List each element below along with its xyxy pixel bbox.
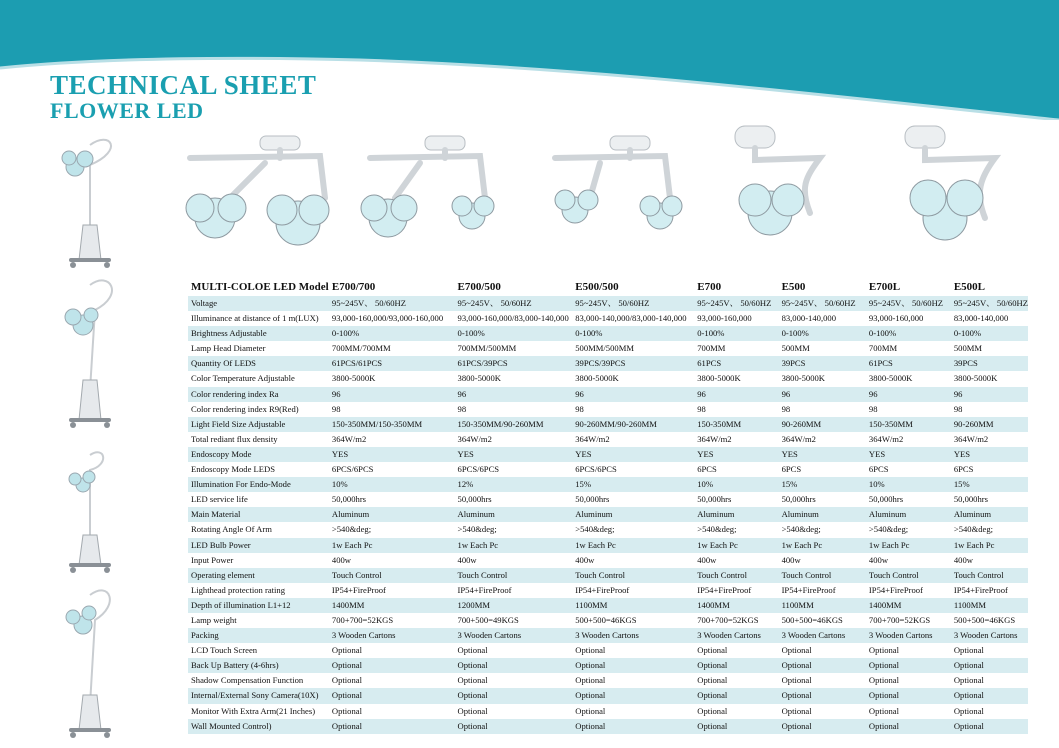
spec-value-cell: 6PCS/6PCS bbox=[575, 464, 617, 475]
spec-value-cell: 0-100% bbox=[455, 326, 573, 341]
spec-value-cell: >540&deg; bbox=[575, 524, 615, 535]
spec-value-cell: Optional bbox=[457, 705, 488, 716]
spec-value-cell: 15% bbox=[951, 477, 1028, 492]
table-row bbox=[188, 643, 1028, 658]
spec-value-cell: YES bbox=[779, 447, 866, 462]
spec-value-cell: Optional bbox=[697, 645, 728, 656]
spec-value-cell: 400w bbox=[457, 554, 477, 565]
spec-value-cell: 500MM bbox=[781, 343, 810, 354]
spec-value-cell: 364W/m2 bbox=[575, 433, 610, 444]
spec-value-cell: Optional bbox=[781, 645, 812, 656]
spec-value-cell: 3 Wooden Cartons bbox=[329, 628, 455, 643]
model-header: E700L bbox=[868, 280, 901, 293]
spec-label-cell: LED Bulb Power bbox=[188, 538, 329, 553]
spec-value-cell: 98 bbox=[953, 403, 963, 414]
spec-value-cell: Aluminum bbox=[866, 507, 951, 522]
spec-value-cell: Optional bbox=[779, 688, 866, 703]
spec-value-cell: 1200MM bbox=[455, 598, 573, 613]
spec-value-cell: 1100MM bbox=[572, 598, 694, 613]
model-header: E700 bbox=[697, 280, 722, 293]
spec-value-cell: 364W/m2 bbox=[868, 433, 904, 444]
spec-value-cell: 6PCS/6PCS bbox=[457, 464, 500, 475]
spec-value-cell: Optional bbox=[953, 705, 984, 716]
spec-value-cell: Optional bbox=[694, 688, 778, 703]
spec-value-cell: 3 Wooden Cartons bbox=[455, 628, 573, 643]
spec-value-cell: 1w Each Pc bbox=[951, 538, 1028, 553]
spec-value-cell: Optional bbox=[781, 705, 812, 716]
spec-value-cell: 3800-5000K bbox=[697, 373, 741, 384]
table-header-row bbox=[188, 277, 1028, 296]
spec-value-cell: 90-260MM bbox=[779, 417, 866, 432]
spec-value-cell: 1w Each Pc bbox=[779, 538, 866, 553]
spec-value-cell: 3 Wooden Cartons bbox=[572, 628, 694, 643]
spec-value-cell: 400w bbox=[868, 554, 889, 565]
spec-value-cell: 400w bbox=[575, 554, 595, 565]
spec-value-cell: YES bbox=[572, 447, 694, 462]
spec-value-cell: Optional bbox=[868, 675, 899, 686]
spec-value-cell: 96 bbox=[455, 387, 573, 402]
spec-value-cell: 39PCS bbox=[779, 356, 866, 371]
spec-label-cell: Illumination For Endo-Mode bbox=[188, 477, 329, 492]
page-title: TECHNICAL SHEET bbox=[50, 70, 317, 100]
spec-value-cell: 98 bbox=[697, 403, 706, 414]
spec-value-cell: Optional bbox=[697, 675, 728, 686]
table-row bbox=[188, 432, 1028, 447]
spec-value-cell: Optional bbox=[953, 645, 984, 656]
spec-value-cell: Optional bbox=[697, 705, 728, 716]
spec-value-cell: 6PCS/6PCS bbox=[331, 464, 374, 475]
spec-value-cell: >540&deg; bbox=[697, 524, 737, 535]
spec-value-cell: Aluminum bbox=[951, 507, 1028, 522]
spec-value-cell: 15% bbox=[779, 477, 866, 492]
spec-value-cell: 15% bbox=[572, 477, 694, 492]
spec-value-cell: 95~245V、 50/60HZ bbox=[866, 296, 951, 311]
spec-label-cell: Internal/External Sony Camera(10X) bbox=[188, 688, 329, 703]
spec-value-cell: Optional bbox=[455, 719, 573, 734]
spec-value-cell: Optional bbox=[868, 705, 899, 716]
spec-value-cell: Optional bbox=[951, 688, 1028, 703]
spec-label-cell: Color rendering index Ra bbox=[188, 387, 329, 402]
spec-value-cell: IP54+FireProof bbox=[697, 584, 752, 595]
spec-value-cell: 50,000hrs bbox=[697, 494, 732, 505]
spec-value-cell: Optional bbox=[572, 658, 694, 673]
spec-value-cell: 700MM/700MM bbox=[331, 343, 391, 354]
spec-value-cell: 700+700=52KGS bbox=[868, 614, 931, 625]
spec-value-cell: 61PCS bbox=[866, 356, 951, 371]
spec-label-cell: Lamp Head Diameter bbox=[191, 343, 266, 354]
table-row bbox=[188, 673, 1028, 688]
table-row bbox=[188, 628, 1028, 643]
spec-label-cell: Total rediant flux density bbox=[191, 433, 278, 444]
table-row bbox=[188, 462, 1028, 477]
spec-value-cell: YES bbox=[694, 447, 778, 462]
spec-value-cell: 93,000-160,000 bbox=[697, 313, 752, 324]
spec-value-cell: IP54+FireProof bbox=[953, 584, 1008, 595]
table-row bbox=[188, 553, 1028, 568]
spec-value-cell: 0-100% bbox=[694, 326, 778, 341]
spec-value-cell: Touch Control bbox=[779, 568, 866, 583]
spec-label-cell: Packing bbox=[188, 628, 329, 643]
spec-value-cell: 6PCS bbox=[953, 464, 974, 475]
spec-value-cell: 1400MM bbox=[694, 598, 778, 613]
spec-value-cell: 83,000-140,000 bbox=[781, 313, 836, 324]
spec-value-cell: 3800-5000K bbox=[457, 373, 501, 384]
spec-value-cell: 39PCS/39PCS bbox=[572, 356, 694, 371]
spec-value-cell: Optional bbox=[455, 658, 573, 673]
spec-label-cell: Lighthead protection rating bbox=[191, 584, 286, 595]
spec-table-body bbox=[188, 296, 1028, 734]
spec-value-cell: >540&deg; bbox=[457, 524, 497, 535]
spec-value-cell: 98 bbox=[868, 403, 878, 414]
spec-value-cell: 500+500=46KGS bbox=[575, 614, 637, 625]
spec-value-cell: Aluminum bbox=[572, 507, 694, 522]
spec-value-cell: 95~245V、 50/60HZ bbox=[951, 296, 1028, 311]
spec-value-cell: 93,000-160,000/93,000-160,000 bbox=[331, 313, 444, 324]
table-row bbox=[188, 522, 1028, 537]
spec-value-cell: 95~245V、 50/60HZ bbox=[779, 296, 866, 311]
spec-value-cell: 12% bbox=[455, 477, 573, 492]
spec-value-cell: 96 bbox=[694, 387, 778, 402]
spec-label-cell: Operating element bbox=[188, 568, 329, 583]
spec-value-cell: 3800-5000K bbox=[781, 373, 826, 384]
spec-label-cell: Voltage bbox=[188, 296, 329, 311]
spec-value-cell: IP54+FireProof bbox=[575, 584, 630, 595]
spec-value-cell: IP54+FireProof bbox=[868, 584, 923, 595]
spec-value-cell: Optional bbox=[329, 688, 455, 703]
table-row bbox=[188, 538, 1028, 553]
table-row bbox=[188, 688, 1028, 703]
spec-value-cell: 50,000hrs bbox=[781, 494, 816, 505]
spec-label-cell: Brightness Adjustable bbox=[188, 326, 329, 341]
spec-value-cell: Optional bbox=[457, 675, 488, 686]
spec-value-cell: 98 bbox=[457, 403, 467, 414]
spec-value-cell: 1400MM bbox=[329, 598, 455, 613]
table-row bbox=[188, 296, 1028, 311]
spec-value-cell: Optional bbox=[866, 719, 951, 734]
page-subtitle: FLOWER LED bbox=[50, 98, 204, 123]
spec-value-cell: 364W/m2 bbox=[331, 433, 367, 444]
spec-label-cell: Endoscopy Mode LEDS bbox=[191, 464, 276, 475]
spec-value-cell: 90-260MM bbox=[951, 417, 1028, 432]
spec-label-cell: Rotating Angle Of Arm bbox=[191, 524, 272, 535]
spec-value-cell: Optional bbox=[694, 719, 778, 734]
spec-value-cell: 98 bbox=[781, 403, 791, 414]
spec-value-cell: 50,000hrs bbox=[331, 494, 367, 505]
spec-value-cell: 10% bbox=[694, 477, 778, 492]
table-row bbox=[188, 311, 1028, 326]
spec-value-cell: Aluminum bbox=[779, 507, 866, 522]
spec-value-cell: 700MM bbox=[697, 343, 726, 354]
table-row bbox=[188, 583, 1028, 598]
table-row bbox=[188, 417, 1028, 432]
spec-value-cell: 400w bbox=[331, 554, 351, 565]
model-header: E500 bbox=[781, 280, 806, 293]
spec-label-cell: Endoscopy Mode bbox=[188, 447, 329, 462]
spec-value-cell: 0-100% bbox=[866, 326, 951, 341]
table-row bbox=[188, 477, 1028, 492]
spec-value-cell: 364W/m2 bbox=[457, 433, 492, 444]
spec-label-cell: Input Power bbox=[191, 554, 234, 565]
spec-value-cell: 50,000hrs bbox=[953, 494, 988, 505]
spec-value-cell: >540&deg; bbox=[868, 524, 909, 535]
spec-value-cell: 700MM bbox=[868, 343, 898, 354]
spec-value-cell: 150-350MM bbox=[694, 417, 778, 432]
spec-value-cell: 1w Each Pc bbox=[329, 538, 455, 553]
spec-value-cell: Aluminum bbox=[329, 507, 455, 522]
ceiling-lamps-image bbox=[170, 118, 1050, 268]
spec-value-cell: 96 bbox=[779, 387, 866, 402]
spec-value-cell: 3800-5000K bbox=[868, 373, 913, 384]
spec-value-cell: 400w bbox=[781, 554, 801, 565]
spec-value-cell: Optional bbox=[694, 658, 778, 673]
spec-value-cell: 95~245V、 50/60HZ bbox=[455, 296, 573, 311]
spec-value-cell: 6PCS bbox=[868, 464, 889, 475]
spec-label-cell: Depth of illumination L1+12 bbox=[188, 598, 329, 613]
spec-value-cell: 150-350MM/150-350MM bbox=[329, 417, 455, 432]
spec-value-cell: Optional bbox=[457, 645, 488, 656]
spec-value-cell: 3 Wooden Cartons bbox=[866, 628, 951, 643]
spec-value-cell: 700+700=52KGS bbox=[331, 614, 394, 625]
spec-value-cell: 95~245V、 50/60HZ bbox=[572, 296, 694, 311]
spec-value-cell: 1400MM bbox=[866, 598, 951, 613]
spec-value-cell: Optional bbox=[329, 719, 455, 734]
spec-value-cell: IP54+FireProof bbox=[781, 584, 836, 595]
spec-value-cell: IP54+FireProof bbox=[457, 584, 512, 595]
spec-value-cell: 96 bbox=[572, 387, 694, 402]
table-row bbox=[188, 492, 1028, 507]
spec-value-cell: 50,000hrs bbox=[868, 494, 904, 505]
spec-label-cell: Quantity Of LEDS bbox=[188, 356, 329, 371]
spec-value-cell: Optional bbox=[575, 645, 606, 656]
spec-value-cell: 6PCS bbox=[781, 464, 802, 475]
table-corner-header: MULTI-COLOE LED Model bbox=[191, 280, 329, 293]
spec-value-cell: 0-100% bbox=[779, 326, 866, 341]
spec-value-cell: 500+500=46KGS bbox=[953, 614, 1016, 625]
spec-value-cell: 96 bbox=[866, 387, 951, 402]
spec-value-cell: 0-100% bbox=[951, 326, 1028, 341]
spec-value-cell: 95~245V、 50/60HZ bbox=[694, 296, 778, 311]
table-row bbox=[188, 341, 1028, 356]
spec-value-cell: 96 bbox=[329, 387, 455, 402]
spec-value-cell: Optional bbox=[779, 658, 866, 673]
spec-value-cell: Optional bbox=[575, 705, 606, 716]
spec-value-cell: 61PCS/61PCS bbox=[329, 356, 455, 371]
spec-label-cell: Light Field Size Adjustable bbox=[188, 417, 329, 432]
spec-value-cell: Optional bbox=[866, 688, 951, 703]
table-row bbox=[188, 507, 1028, 522]
spec-value-cell: Aluminum bbox=[694, 507, 778, 522]
spec-value-cell: 700+700=52KGS bbox=[697, 614, 759, 625]
spec-value-cell: Optional bbox=[868, 645, 899, 656]
spec-value-cell: Optional bbox=[951, 719, 1028, 734]
spec-value-cell: 150-350MM bbox=[866, 417, 951, 432]
spec-value-cell: 1w Each Pc bbox=[455, 538, 573, 553]
spec-label-cell: Color Temperature Adjustable bbox=[191, 373, 295, 384]
spec-label-cell: Shadow Compensation Function bbox=[191, 675, 304, 686]
spec-value-cell: >540&deg; bbox=[953, 524, 994, 535]
spec-value-cell: Optional bbox=[779, 719, 866, 734]
spec-value-cell: 6PCS bbox=[697, 464, 717, 475]
model-header: E500/500 bbox=[575, 280, 619, 293]
spec-value-cell: IP54+FireProof bbox=[331, 584, 386, 595]
table-row bbox=[188, 704, 1028, 719]
spec-value-cell: 10% bbox=[329, 477, 455, 492]
table-row bbox=[188, 719, 1028, 734]
table-row bbox=[188, 598, 1028, 613]
spec-label-cell: Color rendering index R9(Red) bbox=[191, 403, 299, 414]
spec-value-cell: 61PCS/39PCS bbox=[455, 356, 573, 371]
spec-value-cell: YES bbox=[329, 447, 455, 462]
spec-value-cell: Optional bbox=[572, 688, 694, 703]
spec-value-cell: 61PCS bbox=[694, 356, 778, 371]
spec-value-cell: 3 Wooden Cartons bbox=[951, 628, 1028, 643]
spec-value-cell: 364W/m2 bbox=[953, 433, 989, 444]
spec-value-cell: 1w Each Pc bbox=[694, 538, 778, 553]
spec-value-cell: 3800-5000K bbox=[575, 373, 619, 384]
table-row bbox=[188, 613, 1028, 628]
spec-value-cell: Touch Control bbox=[951, 568, 1028, 583]
spec-value-cell: 96 bbox=[951, 387, 1028, 402]
spec-value-cell: 1100MM bbox=[951, 598, 1028, 613]
spec-value-cell: 50,000hrs bbox=[457, 494, 492, 505]
spec-value-cell: Optional bbox=[781, 675, 812, 686]
table-row bbox=[188, 402, 1028, 417]
spec-label-cell: Monitor With Extra Arm(21 Inches) bbox=[191, 705, 316, 716]
spec-value-cell: 0-100% bbox=[572, 326, 694, 341]
spec-label-cell: Illuminance at distance of 1 m(LUX) bbox=[191, 313, 319, 324]
spec-value-cell: 93,000-160,000 bbox=[868, 313, 924, 324]
spec-label-cell: Lamp weight bbox=[191, 614, 237, 625]
spec-value-cell: 3 Wooden Cartons bbox=[779, 628, 866, 643]
spec-value-cell: 93,000-160,000/83,000-140,000 bbox=[457, 313, 569, 324]
spec-value-cell: Touch Control bbox=[329, 568, 455, 583]
spec-value-cell: 1100MM bbox=[779, 598, 866, 613]
spec-value-cell: 10% bbox=[866, 477, 951, 492]
table-row bbox=[188, 447, 1028, 462]
table-row bbox=[188, 658, 1028, 673]
spec-value-cell: 3800-5000K bbox=[331, 373, 376, 384]
spec-value-cell: Optional bbox=[572, 719, 694, 734]
spec-value-cell: 0-100% bbox=[329, 326, 455, 341]
spec-value-cell: 364W/m2 bbox=[697, 433, 732, 444]
spec-value-cell: 700+500=49KGS bbox=[457, 614, 519, 625]
spec-value-cell: 3800-5000K bbox=[953, 373, 998, 384]
spec-value-cell: Optional bbox=[331, 705, 362, 716]
spec-value-cell: Optional bbox=[455, 688, 573, 703]
spec-value-cell: >540&deg; bbox=[781, 524, 821, 535]
spec-value-cell: Optional bbox=[329, 658, 455, 673]
spec-value-cell: YES bbox=[866, 447, 951, 462]
table-row bbox=[188, 371, 1028, 386]
table-row bbox=[188, 356, 1028, 371]
spec-value-cell: 500MM bbox=[953, 343, 983, 354]
spec-value-cell: 3 Wooden Cartons bbox=[694, 628, 778, 643]
spec-value-cell: Optional bbox=[953, 675, 984, 686]
spec-value-cell: 500MM/500MM bbox=[575, 343, 634, 354]
spec-value-cell: Touch Control bbox=[572, 568, 694, 583]
spec-value-cell: 98 bbox=[331, 403, 341, 414]
spec-label-cell: Back Up Battery (4-6hrs) bbox=[188, 658, 329, 673]
spec-label-cell: Wall Mounted Control) bbox=[188, 719, 329, 734]
table-row bbox=[188, 568, 1028, 583]
spec-value-cell: 700MM/500MM bbox=[457, 343, 517, 354]
spec-value-cell: Optional bbox=[951, 658, 1028, 673]
table-row bbox=[188, 326, 1028, 341]
spec-value-cell: 50,000hrs bbox=[575, 494, 610, 505]
spec-label-cell: LCD Touch Screen bbox=[191, 645, 258, 656]
spec-value-cell: YES bbox=[951, 447, 1028, 462]
spec-value-cell: 500+500=46KGS bbox=[781, 614, 843, 625]
mobile-stand-lamps-image bbox=[55, 125, 125, 745]
spec-value-cell: 90-260MM/90-260MM bbox=[572, 417, 694, 432]
spec-value-cell: 364W/m2 bbox=[781, 433, 816, 444]
spec-value-cell: Aluminum bbox=[455, 507, 573, 522]
spec-value-cell: 150-350MM/90-260MM bbox=[455, 417, 573, 432]
spec-value-cell: 400w bbox=[697, 554, 717, 565]
spec-value-cell: Optional bbox=[331, 675, 362, 686]
model-header: E700/700 bbox=[331, 280, 376, 293]
table-row bbox=[188, 387, 1028, 402]
model-header: E500L bbox=[953, 280, 986, 293]
spec-value-cell: 1w Each Pc bbox=[866, 538, 951, 553]
spec-value-cell: 400w bbox=[953, 554, 973, 565]
spec-value-cell: Optional bbox=[575, 675, 606, 686]
spec-label-cell: Main Material bbox=[188, 507, 329, 522]
spec-value-cell: Touch Control bbox=[455, 568, 573, 583]
spec-value-cell: 83,000-140,000/83,000-140,000 bbox=[575, 313, 687, 324]
spec-value-cell: 95~245V、 50/60HZ bbox=[329, 296, 455, 311]
spec-value-cell: Optional bbox=[866, 658, 951, 673]
spec-table bbox=[188, 277, 1028, 734]
spec-value-cell: Touch Control bbox=[866, 568, 951, 583]
spec-value-cell: Touch Control bbox=[694, 568, 778, 583]
spec-value-cell: 39PCS bbox=[951, 356, 1028, 371]
spec-value-cell: 98 bbox=[575, 403, 584, 414]
model-header: E700/500 bbox=[457, 280, 501, 293]
spec-value-cell: 1w Each Pc bbox=[572, 538, 694, 553]
spec-value-cell: Optional bbox=[331, 645, 362, 656]
spec-value-cell: >540&deg; bbox=[331, 524, 372, 535]
spec-value-cell: 83,000-140,000 bbox=[953, 313, 1009, 324]
spec-value-cell: YES bbox=[455, 447, 573, 462]
spec-label-cell: LED service life bbox=[191, 494, 248, 505]
